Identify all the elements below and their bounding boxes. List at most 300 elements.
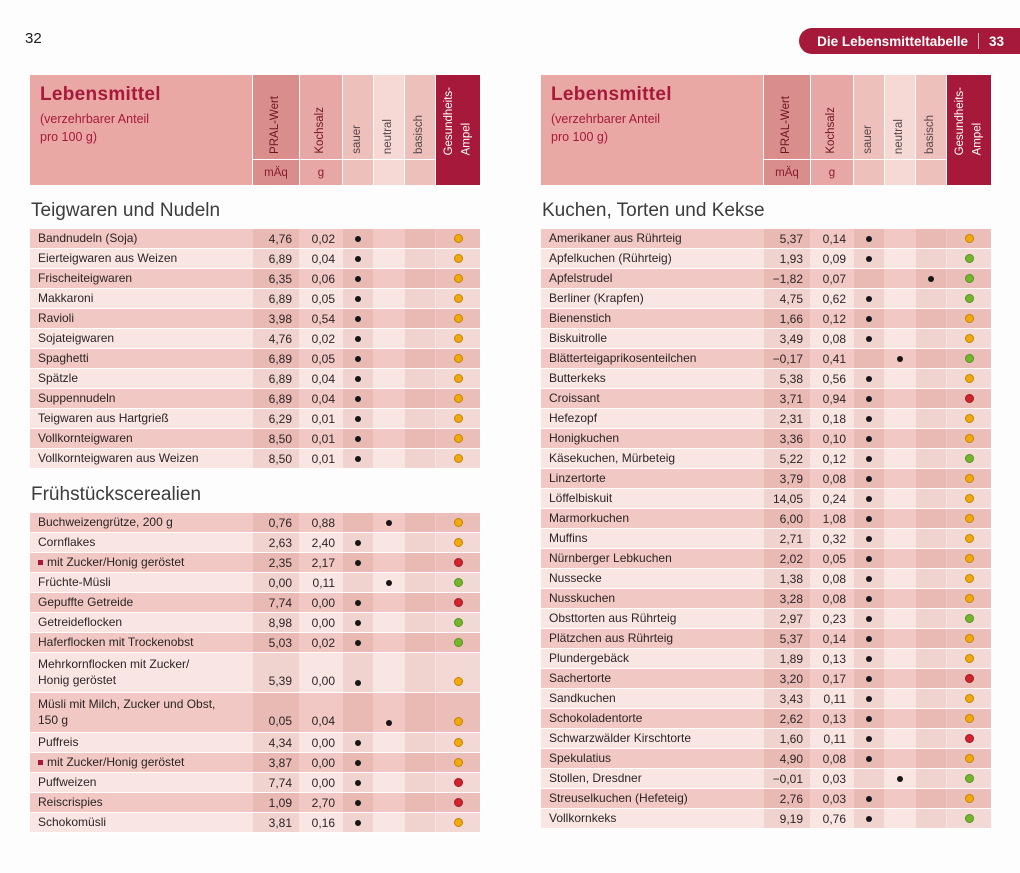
table-row [30, 269, 480, 289]
sauer-cell [854, 309, 884, 328]
pral-value: 5,39 [253, 653, 299, 692]
ampel-yellow-icon [965, 714, 974, 723]
basisch-cell [405, 289, 435, 308]
food-name-cell [30, 269, 252, 288]
ampel-cell [436, 753, 480, 772]
ampel-cell [947, 469, 991, 488]
table-row [30, 693, 480, 733]
table-row [541, 309, 991, 329]
kochsalz-value: 0,02 [311, 231, 335, 246]
kochsalz-value: 0,01 [311, 411, 335, 426]
sauer-dot-icon [355, 296, 361, 302]
basisch-cell [405, 613, 435, 632]
basisch-cell [916, 469, 946, 488]
table-row [541, 249, 991, 269]
ampel-cell [947, 249, 991, 268]
column-label: Kochsalz [314, 107, 327, 154]
neutral-cell [885, 329, 915, 348]
pral-value: 4,90 [764, 749, 810, 768]
food-name: Vollkornteigwaren aus Weizen [38, 450, 199, 465]
table-row [541, 449, 991, 469]
kochsalz-value: 0,13 [822, 651, 846, 666]
table-row [541, 669, 991, 689]
basisch-cell [916, 269, 946, 288]
basisch-cell [405, 229, 435, 248]
basisch-cell [405, 389, 435, 408]
food-name-cell [541, 789, 763, 808]
neutral-cell [885, 509, 915, 528]
food-name-cell [541, 309, 763, 328]
column-label-line2: Ampel [460, 122, 472, 155]
column-label: PRAL-Wert [269, 96, 282, 154]
sauer-dot-icon [866, 416, 872, 422]
food-name-cell [541, 469, 763, 488]
rotated-label-area [854, 75, 884, 159]
pral-value: 2,02 [764, 549, 810, 568]
kochsalz-value: 0,12 [822, 451, 846, 466]
table-row [541, 769, 991, 789]
sauer-dot-icon [355, 316, 361, 322]
sauer-cell [854, 369, 884, 388]
food-name-cell [30, 753, 252, 772]
neutral-cell [885, 409, 915, 428]
food-name: Plätzchen aus Rührteig [549, 630, 674, 645]
ampel-yellow-icon [965, 234, 974, 243]
col-header-gesundheits-ampel [947, 75, 991, 185]
food-name: Nussecke [549, 570, 602, 585]
right-page-column [541, 75, 991, 829]
sauer-cell [854, 289, 884, 308]
basisch-cell [916, 729, 946, 748]
column-label [952, 87, 987, 155]
sauer-cell [343, 813, 373, 832]
ampel-yellow-icon [454, 677, 463, 686]
food-name: Schokoladentorte [549, 710, 643, 725]
kochsalz-value: 0,12 [822, 311, 846, 326]
pral-value: 1,09 [253, 793, 299, 812]
ampel-green-icon [965, 454, 974, 463]
page-header-badge [799, 28, 1020, 54]
kochsalz-value: 0,00 [311, 674, 335, 688]
table-header [30, 75, 480, 185]
sauer-dot-icon [355, 740, 361, 746]
sauer-cell [343, 309, 373, 328]
pral-value: 1,38 [764, 569, 810, 588]
kochsalz-value: 0,11 [312, 575, 335, 590]
food-name-cell [541, 729, 763, 748]
food-name-cell [30, 813, 252, 832]
ampel-yellow-icon [454, 294, 463, 303]
ampel-cell [947, 429, 991, 448]
kochsalz-value: 0,02 [311, 635, 335, 650]
food-name: Spekulatius [549, 750, 612, 765]
sauer-cell [343, 573, 373, 592]
ampel-cell [947, 569, 991, 588]
sauer-cell [854, 749, 884, 768]
sauer-cell [343, 409, 373, 428]
col-header-sauer [854, 75, 884, 185]
kochsalz-value: 0,14 [822, 631, 846, 646]
table-row [541, 489, 991, 509]
food-name-cell [30, 593, 252, 612]
basisch-cell [916, 669, 946, 688]
food-name: Schwarzwälder Kirschtorte [549, 730, 692, 745]
table-row [30, 533, 480, 553]
table-row [30, 753, 480, 773]
food-name-line2: Honig geröstet [38, 672, 117, 687]
food-name-cell [541, 249, 763, 268]
food-name: Reiscrispies [38, 794, 103, 809]
food-name: Bandnudeln (Soja) [38, 230, 138, 245]
food-name: Getreideflocken [38, 614, 123, 629]
col-header-neutral [374, 75, 404, 185]
sauer-cell [854, 689, 884, 708]
sauer-dot-icon [355, 356, 361, 362]
column-unit: g [300, 159, 342, 185]
basisch-cell [916, 629, 946, 648]
sauer-cell [854, 389, 884, 408]
pral-value: 5,22 [764, 449, 810, 468]
food-name-cell [541, 269, 763, 288]
sauer-dot-icon [866, 296, 872, 302]
kochsalz-value: 0,04 [311, 714, 335, 728]
kochsalz-value: 0,54 [311, 311, 335, 326]
basisch-cell [405, 553, 435, 572]
neutral-cell [885, 689, 915, 708]
ampel-green-icon [454, 578, 463, 587]
basisch-cell [916, 789, 946, 808]
column-unit: g [811, 159, 853, 185]
sauer-cell [343, 449, 373, 468]
neutral-cell [885, 269, 915, 288]
food-name-cell [541, 709, 763, 728]
ampel-cell [436, 289, 480, 308]
table-subtitle-line2: pro 100 g) [40, 129, 97, 144]
food-name: Obsttorten aus Rührteig [549, 610, 677, 625]
sauer-dot-icon [866, 436, 872, 442]
food-name: Honigkuchen [549, 430, 620, 445]
basisch-cell [405, 793, 435, 812]
neutral-cell [885, 649, 915, 668]
table-row [541, 329, 991, 349]
kochsalz-value: 0,03 [822, 771, 846, 786]
ampel-cell [947, 589, 991, 608]
rotated-label-area [300, 75, 342, 159]
sauer-dot-icon [355, 600, 361, 606]
basisch-cell [916, 549, 946, 568]
table-row [30, 573, 480, 593]
sauer-cell [343, 633, 373, 652]
food-name: Puffweizen [38, 774, 97, 789]
ampel-cell [436, 309, 480, 328]
food-name: Biskuitrolle [549, 330, 608, 345]
basisch-cell [916, 489, 946, 508]
kochsalz-value: 0,11 [823, 691, 846, 706]
neutral-cell [374, 613, 404, 632]
pral-value: 7,74 [253, 773, 299, 792]
neutral-cell [374, 573, 404, 592]
pral-value: 1,93 [764, 249, 810, 268]
column-label: neutral [382, 118, 395, 154]
ampel-cell [436, 613, 480, 632]
sauer-dot-icon [355, 540, 361, 546]
kochsalz-value: 0,07 [822, 271, 846, 286]
food-name-cell [30, 613, 252, 632]
ampel-cell [947, 689, 991, 708]
sauer-dot-icon [866, 336, 872, 342]
sauer-dot-icon [866, 636, 872, 642]
column-unit [343, 159, 373, 185]
pral-value: 3,81 [253, 813, 299, 832]
neutral-cell [374, 753, 404, 772]
basisch-dot-icon [928, 276, 934, 282]
pral-value: 2,62 [764, 709, 810, 728]
ampel-yellow-icon [454, 538, 463, 547]
sauer-cell [343, 693, 373, 732]
sauer-dot-icon [355, 800, 361, 806]
table-row [30, 289, 480, 309]
food-name: Teigwaren aus Hartgrieß [38, 410, 169, 425]
table-row [541, 349, 991, 369]
food-name: Sandkuchen [549, 690, 616, 705]
pral-value: −0,17 [764, 349, 810, 368]
pral-value: 3,49 [764, 329, 810, 348]
sauer-cell [343, 429, 373, 448]
neutral-cell [374, 653, 404, 692]
sauer-dot-icon [866, 736, 872, 742]
ampel-cell [436, 813, 480, 832]
ampel-cell [436, 693, 480, 732]
food-name: Butterkeks [549, 370, 606, 385]
basisch-cell [916, 289, 946, 308]
kochsalz-value: 0,32 [822, 531, 846, 546]
neutral-dot-icon [386, 520, 392, 526]
sauer-cell [854, 629, 884, 648]
table-row [30, 553, 480, 573]
table-row [541, 549, 991, 569]
sauer-cell [854, 249, 884, 268]
basisch-cell [916, 309, 946, 328]
table-row [541, 389, 991, 409]
neutral-cell [885, 809, 915, 828]
ampel-cell [436, 633, 480, 652]
ampel-cell [947, 269, 991, 288]
sauer-cell [854, 549, 884, 568]
food-name: Amerikaner aus Rührteig [549, 230, 682, 245]
basisch-cell [916, 329, 946, 348]
badge-separator [978, 33, 979, 49]
neutral-cell [374, 633, 404, 652]
neutral-cell [885, 609, 915, 628]
basisch-cell [405, 249, 435, 268]
basisch-cell [916, 249, 946, 268]
kochsalz-value: 0,05 [311, 291, 335, 306]
table-row [541, 709, 991, 729]
ampel-yellow-icon [454, 454, 463, 463]
table-subtitle-line2: pro 100 g) [551, 129, 608, 144]
ampel-cell [947, 669, 991, 688]
ampel-yellow-icon [454, 274, 463, 283]
sauer-dot-icon [866, 676, 872, 682]
neutral-cell [374, 513, 404, 532]
sauer-cell [854, 449, 884, 468]
basisch-cell [405, 693, 435, 732]
left-page-column [30, 75, 480, 833]
kochsalz-value: 0,08 [822, 471, 846, 486]
ampel-yellow-icon [454, 758, 463, 767]
sauer-dot-icon [866, 476, 872, 482]
ampel-cell [436, 369, 480, 388]
column-unit [885, 159, 915, 185]
food-name: Makkaroni [38, 290, 94, 305]
table-row [30, 513, 480, 533]
table-title-block [30, 75, 252, 185]
ampel-yellow-icon [965, 434, 974, 443]
food-name: Käsekuchen, Mürbeteig [549, 450, 676, 465]
ampel-yellow-icon [454, 314, 463, 323]
table-row [541, 809, 991, 829]
table-row [30, 369, 480, 389]
pral-value: 4,34 [253, 733, 299, 752]
food-name-cell [541, 609, 763, 628]
basisch-cell [405, 733, 435, 752]
kochsalz-value: 0,03 [822, 791, 846, 806]
basisch-cell [916, 409, 946, 428]
sauer-cell [854, 429, 884, 448]
kochsalz-value: 0,01 [311, 451, 335, 466]
ampel-yellow-icon [454, 717, 463, 726]
sauer-cell [343, 349, 373, 368]
kochsalz-value: 0,14 [822, 231, 846, 246]
food-name: Haferflocken mit Trockenobst [38, 634, 194, 649]
table-row [541, 629, 991, 649]
left-page-number: 32 [25, 30, 42, 47]
table-row [30, 813, 480, 833]
sauer-cell [343, 389, 373, 408]
basisch-cell [916, 809, 946, 828]
sauer-dot-icon [866, 656, 872, 662]
column-label: neutral [893, 118, 906, 154]
neutral-cell [885, 769, 915, 788]
food-name-cell [541, 449, 763, 468]
food-name-cell [30, 653, 252, 692]
food-name: Vollkornkeks [549, 810, 617, 825]
food-name-cell [541, 349, 763, 368]
kochsalz-value: 1,08 [822, 511, 846, 526]
pral-value: 8,50 [253, 429, 299, 448]
ampel-cell [947, 789, 991, 808]
sauer-cell [343, 513, 373, 532]
kochsalz-value: 0,62 [822, 291, 846, 306]
kochsalz-value: 2,17 [311, 555, 335, 570]
ampel-cell [947, 549, 991, 568]
table-title: Lebensmittel [40, 84, 161, 105]
sauer-cell [343, 773, 373, 792]
kochsalz-value: 2,40 [311, 535, 335, 550]
kochsalz-value: 0,00 [311, 755, 335, 770]
kochsalz-value: 0,13 [822, 711, 846, 726]
column-label: basisch [413, 115, 426, 154]
basisch-cell [405, 349, 435, 368]
food-name-cell [30, 429, 252, 448]
column-unit: mÄq [764, 159, 810, 185]
basisch-cell [916, 369, 946, 388]
basisch-cell [916, 649, 946, 668]
column-unit: mÄq [253, 159, 299, 185]
food-name: Frischeiteigwaren [38, 270, 133, 285]
pral-value: 6,89 [253, 289, 299, 308]
pral-value: 5,38 [764, 369, 810, 388]
sauer-cell [854, 809, 884, 828]
col-header-pral-wert [764, 75, 810, 185]
sauer-cell [854, 789, 884, 808]
kochsalz-value: 0,88 [311, 515, 335, 530]
kochsalz-value: 2,70 [311, 795, 335, 810]
ampel-yellow-icon [965, 514, 974, 523]
kochsalz-value: 0,00 [311, 615, 335, 630]
sauer-dot-icon [355, 780, 361, 786]
ampel-cell [436, 349, 480, 368]
column-label: Kochsalz [825, 107, 838, 154]
kochsalz-value: 0,76 [822, 811, 846, 826]
food-name-cell [30, 533, 252, 552]
column-label: sauer [351, 125, 364, 154]
ampel-cell [436, 773, 480, 792]
ampel-cell [947, 309, 991, 328]
basisch-cell [405, 309, 435, 328]
sauer-cell [854, 269, 884, 288]
pral-value: 3,43 [764, 689, 810, 708]
sauer-dot-icon [866, 576, 872, 582]
table-row [30, 593, 480, 613]
neutral-cell [885, 429, 915, 448]
column-unit [374, 159, 404, 185]
ampel-green-icon [454, 638, 463, 647]
neutral-cell [374, 553, 404, 572]
food-name-cell [541, 329, 763, 348]
sauer-cell [854, 729, 884, 748]
neutral-cell [885, 369, 915, 388]
kochsalz-value: 0,02 [311, 331, 335, 346]
sauer-cell [343, 533, 373, 552]
food-name: Eierteigwaren aus Weizen [38, 250, 178, 265]
basisch-cell [916, 609, 946, 628]
food-name-cell [541, 569, 763, 588]
food-name-cell [30, 229, 252, 248]
neutral-cell [885, 669, 915, 688]
pral-value: 4,76 [253, 329, 299, 348]
kochsalz-value: 0,41 [822, 351, 846, 366]
basisch-cell [405, 369, 435, 388]
sauer-dot-icon [866, 256, 872, 262]
basisch-cell [405, 269, 435, 288]
ampel-cell [947, 289, 991, 308]
ampel-cell [436, 409, 480, 428]
sauer-dot-icon [866, 236, 872, 242]
col-header-basisch [916, 75, 946, 185]
neutral-cell [374, 309, 404, 328]
rotated-label-area [916, 75, 946, 159]
neutral-cell [374, 773, 404, 792]
neutral-dot-icon [386, 720, 392, 726]
food-name-cell [30, 513, 252, 532]
food-name-cell [541, 769, 763, 788]
basisch-cell [405, 329, 435, 348]
kochsalz-value: 0,17 [822, 671, 846, 686]
ampel-cell [436, 593, 480, 612]
sauer-dot-icon [355, 436, 361, 442]
basisch-cell [916, 349, 946, 368]
